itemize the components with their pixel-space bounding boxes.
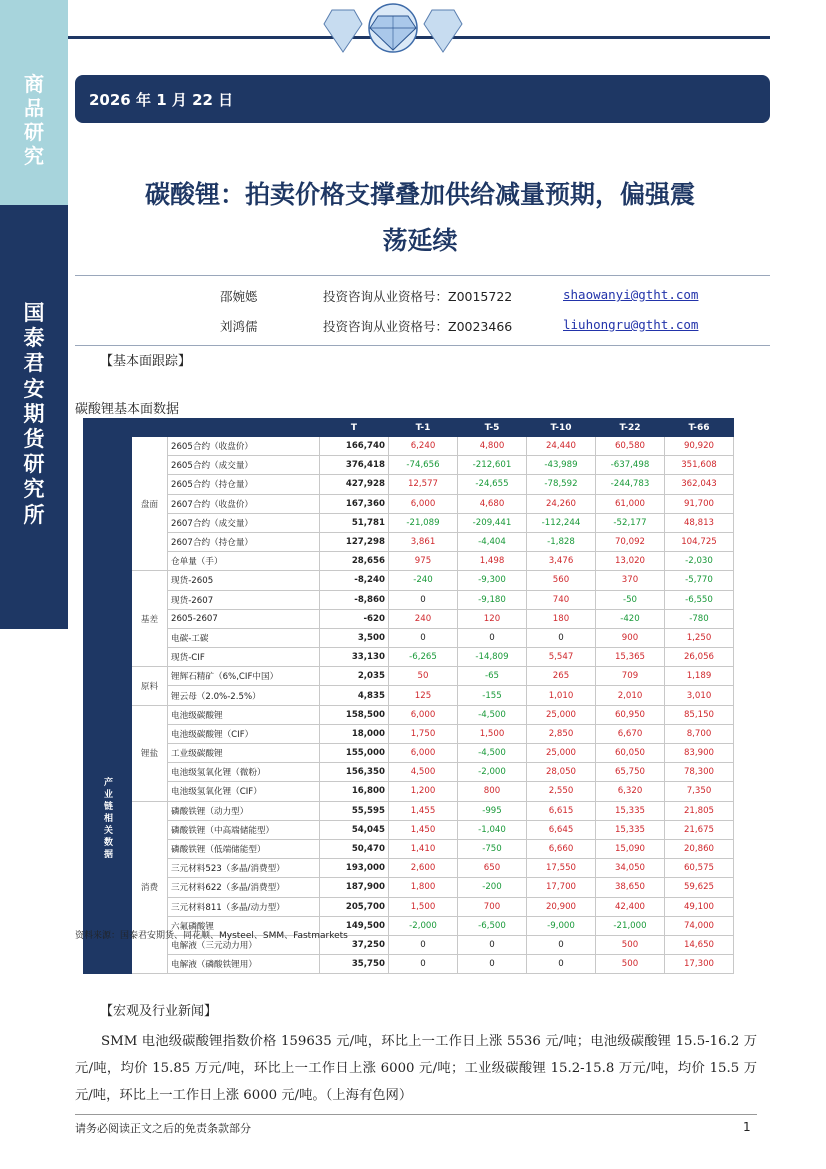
change-value-cell: 120 [458,609,527,628]
current-value-cell: 18,000 [320,724,389,743]
change-value-cell: -5,770 [665,571,734,590]
current-value-cell: 4,835 [320,686,389,705]
current-value-cell: 55,595 [320,801,389,820]
item-name-cell: 电池级碳酸锂（CIF） [168,724,320,743]
change-value-cell: 362,043 [665,475,734,494]
change-value-cell: 709 [596,667,665,686]
category-cell: 消费 [132,801,168,974]
change-value-cell: 1,750 [389,724,458,743]
page-number: 1 [743,1120,751,1134]
author-cert: 投资咨询从业资格号：Z0023466 [323,319,513,334]
item-name-cell: 电解液（磷酸铁锂用） [168,955,320,974]
table-row [84,724,734,743]
author-cert: 投资咨询从业资格号：Z0015722 [323,289,513,304]
item-name-cell: 电池级碳酸锂 [168,705,320,724]
current-value-cell: -8,860 [320,590,389,609]
change-value-cell: 265 [527,667,596,686]
table-row [84,839,734,858]
current-value-cell: -8,240 [320,571,389,590]
change-value-cell: 0 [458,628,527,647]
current-value-cell: 127,298 [320,532,389,551]
change-value-cell: 6,670 [596,724,665,743]
item-name-cell: 电碳-工碳 [168,628,320,647]
current-value-cell: 166,740 [320,437,389,456]
current-value-cell: 28,656 [320,552,389,571]
current-value-cell: 149,500 [320,916,389,935]
news-paragraph: SMM 电池级碳酸锂指数价格 159635 元/吨，环比上一工作日上涨 5536 元/吨；电池级碳酸锂 15.5-16.2 万元/吨，均价 15.85 万元/吨，环比上一工作日上涨 6000 元/吨；工业级碳酸锂 15.2-15.8 万元/吨，均价 15.5 万元/吨，环比上一工作日上涨 6000 元/吨。（上海有色网） [75,1034,757,1103]
table-row [84,820,734,839]
table-row [84,686,734,705]
report-title-line-1: 碳酸锂：拍卖价格支撑叠加供给减量预期，偏强震 [144,180,695,209]
change-value-cell: -750 [458,839,527,858]
change-value-cell: 6,645 [527,820,596,839]
header-blank-cell [132,419,168,437]
category-cell: 锂盐 [132,705,168,801]
item-name-cell: 2605-2607 [168,609,320,628]
item-name-cell: 2607合约（成交量） [168,513,320,532]
change-value-cell: 104,725 [665,532,734,551]
table-header-row [84,419,734,437]
table-title: 碳酸锂基本面数据 [75,402,180,417]
change-value-cell: -9,300 [458,571,527,590]
item-name-cell: 锂云母（2.0%-2.5%） [168,686,320,705]
title-divider [75,275,770,276]
header-blank-cell [168,419,320,437]
item-name-cell: 磷酸铁锂（动力型） [168,801,320,820]
change-value-cell: 2,010 [596,686,665,705]
table-row [84,744,734,763]
table-row [84,571,734,590]
item-name-cell: 现货-2605 [168,571,320,590]
fundamentals-table [83,418,734,974]
change-value-cell: 3,476 [527,552,596,571]
change-value-cell: -4,500 [458,744,527,763]
change-value-cell: 5,547 [527,648,596,667]
item-name-cell: 电池级氢氧化锂（CIF） [168,782,320,801]
item-name-cell: 现货-CIF [168,648,320,667]
change-value-cell: -14,809 [458,648,527,667]
change-value-cell: 650 [458,859,527,878]
table-row [84,552,734,571]
item-name-cell: 三元材料622（多晶/消费型） [168,878,320,897]
item-name-cell: 三元材料523（多晶/消费型） [168,859,320,878]
change-value-cell: 60,580 [596,437,665,456]
current-value-cell: 156,350 [320,763,389,782]
change-value-cell: 85,150 [665,705,734,724]
change-value-cell: 2,550 [527,782,596,801]
change-value-cell: 125 [389,686,458,705]
table-row [84,494,734,513]
table-row [84,532,734,551]
current-value-cell: -620 [320,609,389,628]
column-header: T-10 [527,419,596,437]
change-value-cell: 1,410 [389,839,458,858]
item-name-cell: 2607合约（收盘价） [168,494,320,513]
item-name-cell: 工业级碳酸锂 [168,744,320,763]
footer-rule [75,1114,757,1115]
industry-chain-label: 产业链相关数据 [84,667,132,974]
change-value-cell: 0 [458,935,527,954]
item-name-cell: 锂辉石精矿（6%,CIF中国） [168,667,320,686]
change-value-cell: 7,350 [665,782,734,801]
change-value-cell: -21,089 [389,513,458,532]
change-value-cell: 61,000 [596,494,665,513]
table-row [84,782,734,801]
change-value-cell: -155 [458,686,527,705]
change-value-cell: 0 [527,955,596,974]
change-value-cell: -4,404 [458,532,527,551]
column-header: T-5 [458,419,527,437]
change-value-cell: -21,000 [596,916,665,935]
change-value-cell: -24,655 [458,475,527,494]
change-value-cell: 74,000 [665,916,734,935]
change-value-cell: 351,608 [665,456,734,475]
sidebar [0,0,68,1169]
change-value-cell: 34,050 [596,859,665,878]
item-name-cell: 电解液（三元动力用） [168,935,320,954]
footer-disclaimer: 请务必阅读正文之后的免责条款部分 [75,1122,251,1135]
change-value-cell: 975 [389,552,458,571]
item-name-cell: 2605合约（收盘价） [168,437,320,456]
item-name-cell: 2605合约（成交量） [168,456,320,475]
item-name-cell: 三元材料811（多晶/动力型） [168,897,320,916]
change-value-cell: 13,020 [596,552,665,571]
current-value-cell: 187,900 [320,878,389,897]
change-value-cell: 28,050 [527,763,596,782]
current-value-cell: 205,700 [320,897,389,916]
change-value-cell: 6,000 [389,705,458,724]
item-name-cell: 2607合约（持仓量） [168,532,320,551]
current-value-cell: 3,500 [320,628,389,647]
change-value-cell: 59,625 [665,878,734,897]
change-value-cell: 2,600 [389,859,458,878]
change-value-cell: -2,030 [665,552,734,571]
sidebar-company: 国 泰 君 安 期 货 研 究 所 [23,300,45,527]
change-value-cell: 240 [389,609,458,628]
upper-blank-cell [84,437,132,667]
change-value-cell: 90,920 [665,437,734,456]
author-name: 邵婉嫕 [220,289,258,304]
date-banner [75,75,770,123]
table-row [84,667,734,686]
change-value-cell: 49,100 [665,897,734,916]
change-value-cell: -4,500 [458,705,527,724]
current-value-cell: 427,928 [320,475,389,494]
change-value-cell: -200 [458,878,527,897]
column-header: T-66 [665,419,734,437]
item-name-cell: 2605合约（持仓量） [168,475,320,494]
item-name-cell: 磷酸铁锂（低端储能型） [168,839,320,858]
change-value-cell: -2,000 [458,763,527,782]
change-value-cell: 1,498 [458,552,527,571]
change-value-cell: 15,090 [596,839,665,858]
change-value-cell: 180 [527,609,596,628]
change-value-cell: 38,650 [596,878,665,897]
table-row [84,955,734,974]
change-value-cell: -780 [665,609,734,628]
change-value-cell: -6,500 [458,916,527,935]
change-value-cell: 4,500 [389,763,458,782]
table-row [84,859,734,878]
change-value-cell: 4,680 [458,494,527,513]
change-value-cell: 0 [389,590,458,609]
change-value-cell: -1,828 [527,532,596,551]
diamond-logo-icon [318,2,468,60]
current-value-cell: 16,800 [320,782,389,801]
table-row [84,897,734,916]
change-value-cell: 370 [596,571,665,590]
change-value-cell: -637,498 [596,456,665,475]
change-value-cell: -50 [596,590,665,609]
change-value-cell: -209,441 [458,513,527,532]
table-row [84,648,734,667]
author-name: 刘鸿儒 [220,319,258,334]
change-value-cell: 1,800 [389,878,458,897]
change-value-cell: 17,300 [665,955,734,974]
change-value-cell: 48,813 [665,513,734,532]
change-value-cell: -420 [596,609,665,628]
current-value-cell: 51,781 [320,513,389,532]
change-value-cell: -1,040 [458,820,527,839]
current-value-cell: 33,130 [320,648,389,667]
change-value-cell: -9,000 [527,916,596,935]
table-row [84,513,734,532]
change-value-cell: 83,900 [665,744,734,763]
change-value-cell: -995 [458,801,527,820]
table-row [84,609,734,628]
change-value-cell: 1,500 [389,897,458,916]
change-value-cell: 20,900 [527,897,596,916]
table-row [84,437,734,456]
item-name-cell: 电池级氢氧化锂（微粉） [168,763,320,782]
change-value-cell: -74,656 [389,456,458,475]
change-value-cell: 17,700 [527,878,596,897]
news-heading: 【宏观及行业新闻】 [100,1004,218,1019]
table-row [84,590,734,609]
change-value-cell: 12,577 [389,475,458,494]
item-name-cell: 仓单量（手） [168,552,320,571]
change-value-cell: 15,335 [596,820,665,839]
change-value-cell: 1,010 [527,686,596,705]
report-title-line-2: 荡延续 [382,226,458,255]
change-value-cell: 60,575 [665,859,734,878]
change-value-cell: 500 [596,955,665,974]
change-value-cell: 0 [527,628,596,647]
change-value-cell: 4,800 [458,437,527,456]
change-value-cell: -43,989 [527,456,596,475]
current-value-cell: 50,470 [320,839,389,858]
current-value-cell: 158,500 [320,705,389,724]
change-value-cell: 3,010 [665,686,734,705]
change-value-cell: 25,000 [527,705,596,724]
current-value-cell: 54,045 [320,820,389,839]
change-value-cell: 6,000 [389,744,458,763]
change-value-cell: -2,000 [389,916,458,935]
change-value-cell: 24,260 [527,494,596,513]
change-value-cell: 78,300 [665,763,734,782]
change-value-cell: 3,861 [389,532,458,551]
change-value-cell: -9,180 [458,590,527,609]
change-value-cell: 740 [527,590,596,609]
change-value-cell: 0 [389,935,458,954]
change-value-cell: 24,440 [527,437,596,456]
change-value-cell: -65 [458,667,527,686]
change-value-cell: -6,550 [665,590,734,609]
change-value-cell: 6,240 [389,437,458,456]
change-value-cell: 1,189 [665,667,734,686]
change-value-cell: 6,000 [389,494,458,513]
change-value-cell: 60,050 [596,744,665,763]
change-value-cell: 900 [596,628,665,647]
change-value-cell: 17,550 [527,859,596,878]
change-value-cell: 15,365 [596,648,665,667]
author-row [75,287,770,307]
change-value-cell: -244,783 [596,475,665,494]
change-value-cell: 0 [527,935,596,954]
change-value-cell: 1,455 [389,801,458,820]
change-value-cell: -6,265 [389,648,458,667]
change-value-cell: 21,805 [665,801,734,820]
header-blank-cell [84,419,132,437]
current-value-cell: 37,250 [320,935,389,954]
change-value-cell: 14,650 [665,935,734,954]
author-email-link[interactable]: liuhongru@gtht.com [563,317,699,332]
category-cell: 盘面 [132,437,168,571]
change-value-cell: -52,177 [596,513,665,532]
change-value-cell: 70,092 [596,532,665,551]
item-name-cell: 磷酸铁锂（中高端储能型） [168,820,320,839]
author-row [75,317,770,337]
change-value-cell: 50 [389,667,458,686]
current-value-cell: 167,360 [320,494,389,513]
fundamentals-heading: 【基本面跟踪】 [100,354,192,369]
change-value-cell: 91,700 [665,494,734,513]
change-value-cell: 500 [596,935,665,954]
current-value-cell: 193,000 [320,859,389,878]
change-value-cell: -212,601 [458,456,527,475]
item-name-cell: 现货-2607 [168,590,320,609]
category-cell: 基差 [132,571,168,667]
change-value-cell: 8,700 [665,724,734,743]
table-row [84,878,734,897]
change-value-cell: 15,335 [596,801,665,820]
change-value-cell: 2,850 [527,724,596,743]
change-value-cell: 1,450 [389,820,458,839]
change-value-cell: 700 [458,897,527,916]
table-row [84,705,734,724]
change-value-cell: -112,244 [527,513,596,532]
change-value-cell: 65,750 [596,763,665,782]
current-value-cell: 376,418 [320,456,389,475]
table-row [84,801,734,820]
current-value-cell: 2,035 [320,667,389,686]
change-value-cell: 21,675 [665,820,734,839]
change-value-cell: 1,200 [389,782,458,801]
change-value-cell: 0 [458,955,527,974]
table-row [84,456,734,475]
item-name-cell: 六氟磷酸锂 [168,916,320,935]
column-header: T-1 [389,419,458,437]
sidebar-category: 商 品 研 究 [24,72,44,168]
change-value-cell: 26,056 [665,648,734,667]
change-value-cell: 25,000 [527,744,596,763]
table-source: 资料来源：国泰君安期货、同花顺、Mysteel、SMM、Fastmarkets [75,931,348,941]
change-value-cell: 560 [527,571,596,590]
table-row [84,475,734,494]
author-email-link[interactable]: shaowanyi@gtht.com [563,287,699,302]
category-cell: 原料 [132,667,168,705]
table-row [84,628,734,647]
report-title [72,172,768,264]
current-value-cell: 35,750 [320,955,389,974]
change-value-cell: 6,320 [596,782,665,801]
author-divider [75,345,770,346]
report-date: 2026 年 1 月 22 日 [89,91,234,109]
change-value-cell: 60,950 [596,705,665,724]
change-value-cell: -78,592 [527,475,596,494]
change-value-cell: 6,660 [527,839,596,858]
table-row [84,763,734,782]
change-value-cell: 0 [389,628,458,647]
column-header: T-22 [596,419,665,437]
change-value-cell: 1,250 [665,628,734,647]
change-value-cell: 42,400 [596,897,665,916]
change-value-cell: -240 [389,571,458,590]
change-value-cell: 0 [389,955,458,974]
change-value-cell: 800 [458,782,527,801]
current-value-cell: 155,000 [320,744,389,763]
column-header: T [320,419,389,437]
change-value-cell: 6,615 [527,801,596,820]
change-value-cell: 20,860 [665,839,734,858]
change-value-cell: 1,500 [458,724,527,743]
